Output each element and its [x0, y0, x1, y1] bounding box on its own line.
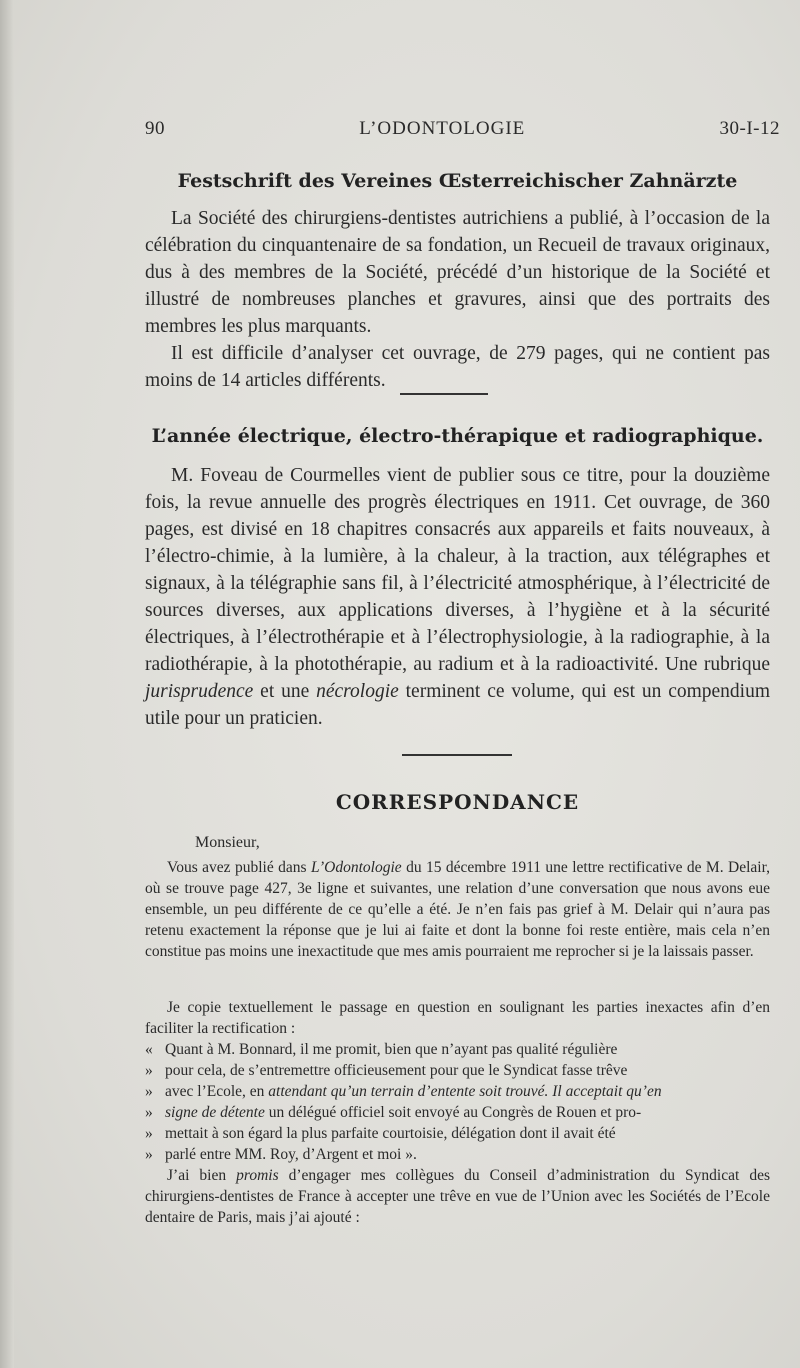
text-run: du 15 décembre 1911 une lettre rectificative de M. Delair, où se trouve page 427, 3e ligne et suivantes, une relation d’une conversation que nous avons eue ensemble, un peu différente de ce qu’elle a été. Je n’en fais pas grief à M. Delair qui n’aura pas retenu exactement la réponse que je lui ai faite et dont la bonne foi reste entière, mais cela n’en constitue pas moins une inexactitude que mes amis pourraient me reprocher si je la laissais passer.	[145, 859, 770, 960]
journal-title: L’ODONTOLOGIE	[359, 118, 526, 139]
quote-mark: »	[145, 1062, 153, 1079]
text-run: avec l’Ecole, en	[165, 1083, 269, 1100]
section-title-correspondance: CORRESPONDANCE	[335, 790, 580, 814]
text-run: parlé entre MM. Roy, d’Argent et moi ».	[165, 1146, 417, 1163]
paragraph: Il est difficile d’analyser cet ouvrage, de 279 pages, qui ne contient pas moins de 14 articles différents.	[145, 343, 770, 391]
text-run: et une	[253, 681, 317, 702]
text-run: Quant à M. Bonnard, il me promit, bien que n’ayant pas qualité régulière	[165, 1041, 618, 1058]
quote-mark: »	[145, 1083, 153, 1100]
italic-term: signe de détente	[165, 1104, 265, 1121]
quote-line	[145, 1102, 770, 1123]
text-run: mettait à son égard la plus parfaite courtoisie, délégation dont il avait été	[165, 1125, 616, 1142]
section-body-festschrift	[145, 205, 770, 394]
binding-edge	[0, 0, 14, 1368]
quote-line	[145, 1123, 770, 1144]
section-divider	[400, 393, 488, 395]
quote-mark: «	[145, 1041, 153, 1058]
quote-mark: »	[145, 1125, 153, 1142]
quote-line	[145, 1144, 770, 1165]
section-body-annee-electrique	[145, 462, 770, 732]
italic-term: promis	[236, 1167, 279, 1184]
italic-term: L’Odontologie	[310, 859, 402, 876]
issue-date: 30-I-12	[719, 118, 780, 139]
letter-paragraph	[145, 1165, 770, 1228]
paragraph	[145, 462, 770, 732]
quoted-passage	[145, 1039, 770, 1165]
italic-term: jurisprudence	[145, 681, 254, 702]
text-run: J’ai bien	[167, 1167, 237, 1184]
italic-term: nécrologie	[316, 681, 399, 702]
quote-line	[145, 1039, 770, 1060]
text-run: un délégué officiel soit envoyé au Congrès de Rouen et pro-	[264, 1104, 642, 1121]
section-title-festschrift: Festschrift des Vereines Œsterreichischer Zahnärzte	[177, 170, 738, 192]
section-title-annee-electrique: L’année électrique, électro-thérapique et radiographique.	[151, 425, 764, 447]
section-divider	[402, 754, 512, 756]
salutation: Monsieur,	[195, 834, 260, 851]
paragraph	[145, 857, 770, 962]
letter-paragraph	[145, 857, 770, 962]
quote-line	[145, 1060, 770, 1081]
quote-line	[145, 1081, 770, 1102]
page-number: 90	[145, 118, 165, 139]
quote-mark: »	[145, 1104, 153, 1121]
text-run: terminent ce volume, qui est un compendium utile pour un praticien.	[145, 681, 771, 729]
text-run: Vous avez publié dans	[167, 859, 311, 876]
paragraph	[145, 1165, 770, 1228]
paragraph: La Société des chirurgiens-dentistes autrichiens a publié, à l’occasion de la célébration du cinquantenaire de sa fondation, un Recueil de travaux originaux, dus à des membres de la Société, précédé d’un historique de la Société et illustré de nombreuses planches et gravures, ainsi que des portraits des membres les plus marquants.	[145, 208, 770, 337]
text-run: M. Foveau de Courmelles vient de publier sous ce titre, pour la douzième fois, la revue annuelle des progrès électriques en 1911. Cet ouvrage, de 360 pages, est divisé en 18 chapitres consacrés aux appareils et faits nouveaux, à l’électro-chimie, à la lumière, à la chaleur, à la traction, aux télégraphes et signaux, à la télégraphie sans fil, à l’électricité atmosphérique, à l’électricité de sources diverses, aux applications diverses, à l’hygiène et à la sécurité électriques, à l’électrothérapie et à l’électrophysiologie, à la radiographie, à la radiothérapie, à la photothérapie, au radium et à la radioactivité. Une rubrique	[145, 465, 770, 675]
text-run: pour cela, de s’entremettre officieusement pour que le Syndicat fasse trêve	[165, 1062, 628, 1079]
text-run: d’engager mes collègues du Conseil d’administration du Syndicat des chirurgiens-dentistes de France à accepter une trêve en vue de l’Union avec les Sociétés de l’Ecole dentaire de Paris, mais j’ai ajouté :	[145, 1167, 770, 1226]
running-head	[145, 118, 780, 140]
quote-mark: »	[145, 1146, 153, 1163]
italic-term: attendant qu’un terrain d’entente soit trouvé. Il acceptait qu’en	[268, 1083, 662, 1100]
paragraph: Je copie textuellement le passage en question en soulignant les parties inexactes afin d’en faciliter la rectification :	[145, 999, 770, 1037]
letter-paragraph	[145, 997, 770, 1039]
